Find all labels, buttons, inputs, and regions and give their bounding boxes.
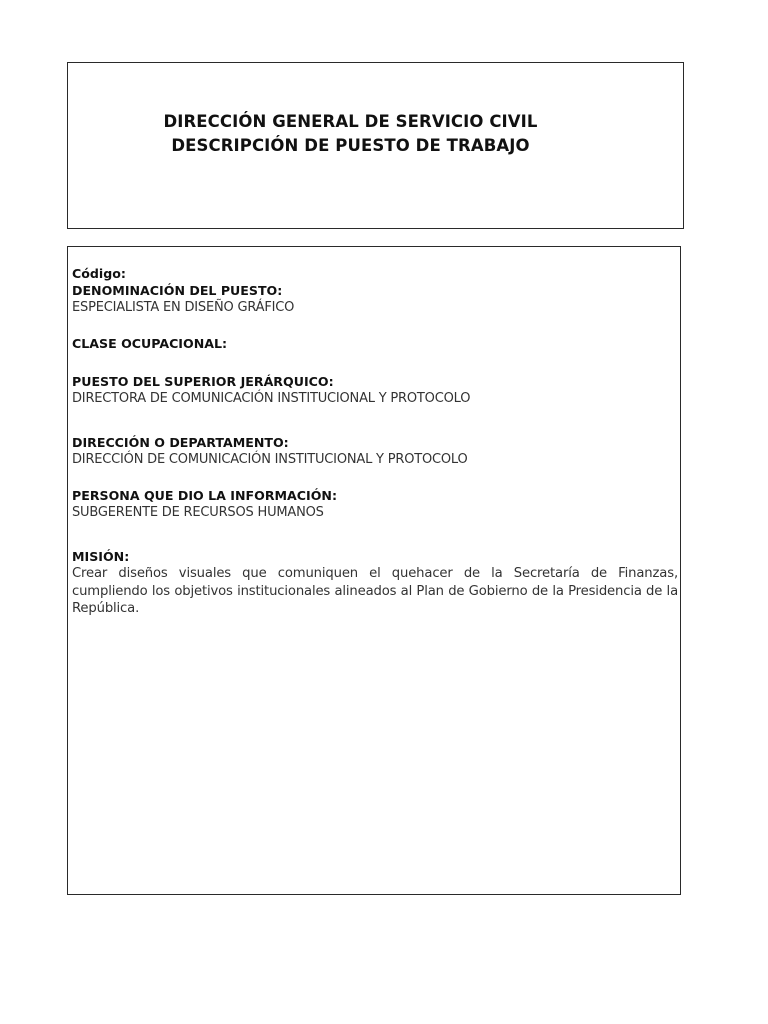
- direccion-label: DIRECCIÓN O DEPARTAMENTO:: [72, 435, 289, 450]
- mision-label: MISIÓN:: [72, 549, 130, 564]
- title-line-2: DESCRIPCIÓN DE PUESTO DE TRABAJO: [171, 136, 530, 155]
- persona-label: PERSONA QUE DIO LA INFORMACIÓN:: [72, 488, 338, 503]
- header-box: [67, 62, 684, 229]
- superior-value: DIRECTORA DE COMUNICACIÓN INSTITUCIONAL Y PROTOCOLO: [72, 391, 471, 406]
- fields-list: [72, 265, 678, 618]
- denominacion-label: DENOMINACIÓN DEL PUESTO:: [72, 283, 283, 298]
- direccion-value: DIRECCIÓN DE COMUNICACIÓN INSTITUCIONAL Y PROTOCOLO: [72, 452, 468, 467]
- title-line-1: DIRECCIÓN GENERAL DE SERVICIO CIVIL: [163, 112, 538, 131]
- persona-value: SUBGERENTE DE RECURSOS HUMANOS: [72, 505, 324, 520]
- job-description-box: [67, 246, 681, 895]
- document-title: [68, 110, 633, 158]
- superior-label: PUESTO DEL SUPERIOR JERÁRQUICO:: [72, 374, 334, 389]
- clase-ocupacional-label: CLASE OCUPACIONAL:: [72, 336, 228, 351]
- denominacion-value: ESPECIALISTA EN DISEÑO GRÁFICO: [72, 300, 295, 315]
- mision-value: Crear diseños visuales que comuniquen el quehacer de la Secretaría de Finanzas, cumpliendo los objetivos institucionales alineados al Plan de Gobierno de la Presidencia de la República.: [72, 566, 678, 616]
- codigo-label: Código:: [72, 266, 126, 281]
